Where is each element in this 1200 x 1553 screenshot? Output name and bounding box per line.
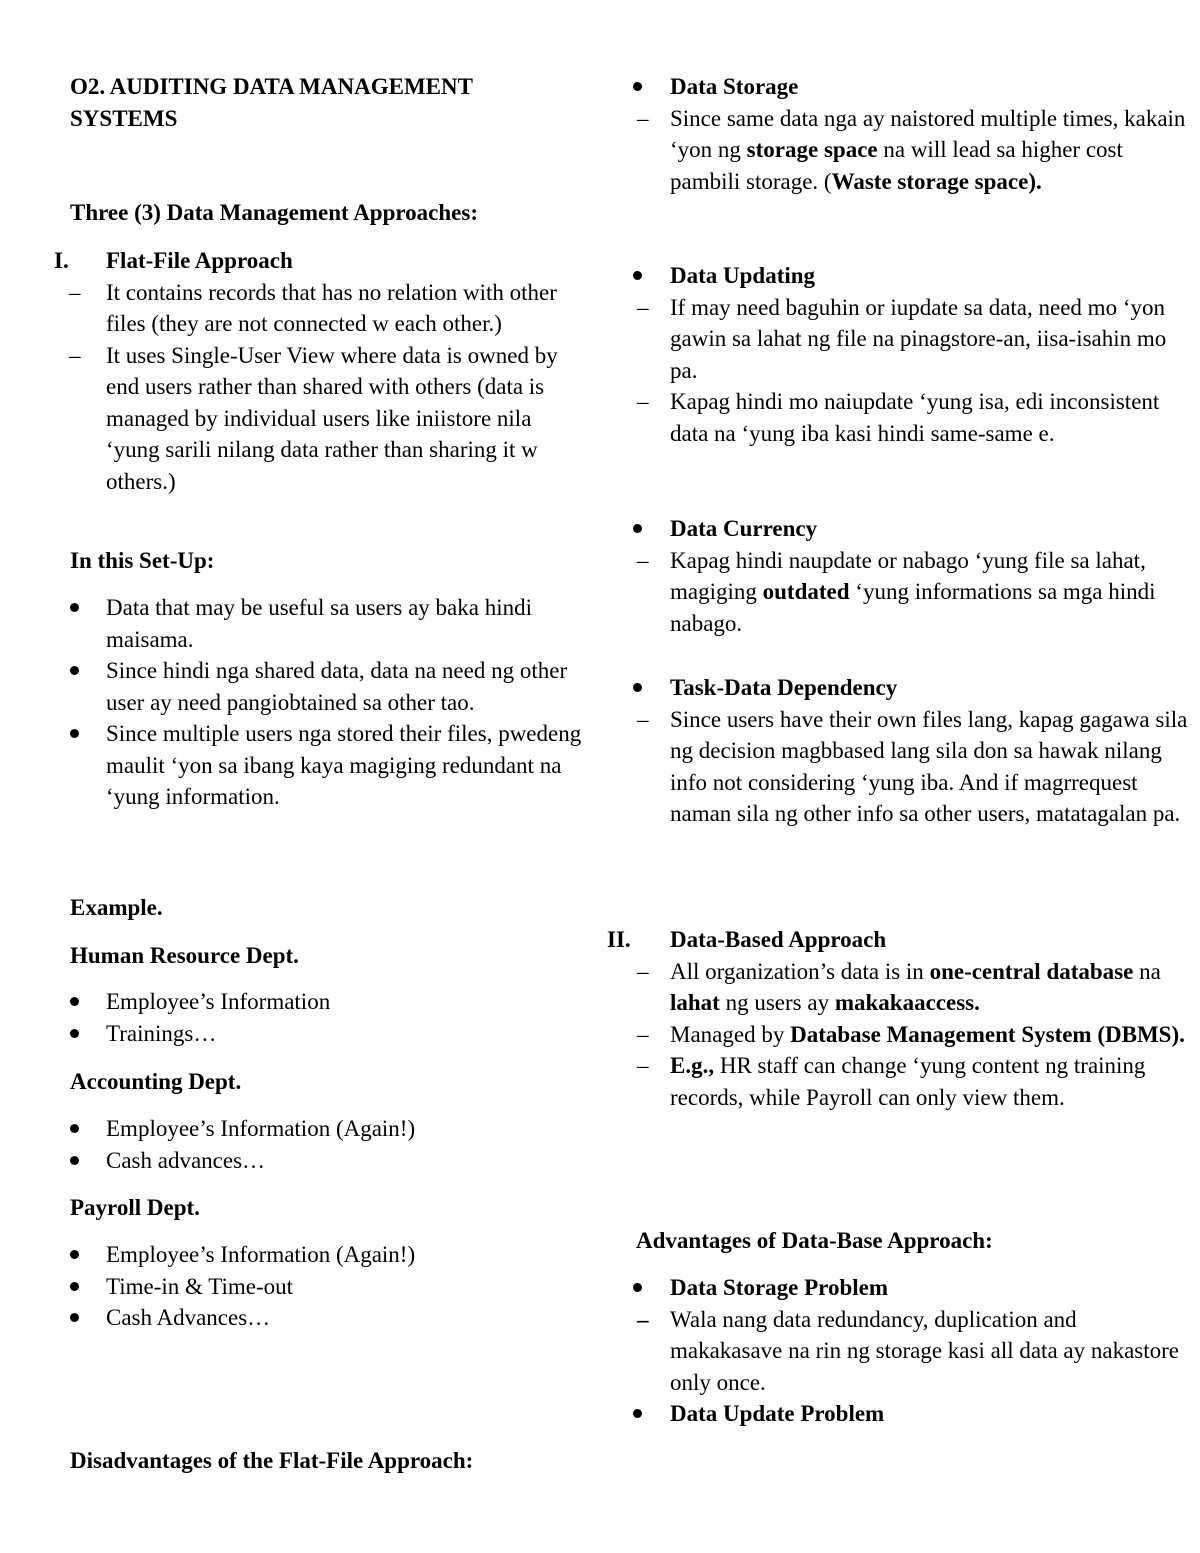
dash-item: [0, 277, 590, 340]
dash-marker: –: [637, 389, 649, 414]
dash-item: [0, 340, 590, 498]
dash-item: [600, 292, 1190, 387]
roman-numeral: II.: [607, 927, 631, 952]
dash-item: [600, 386, 1190, 449]
roman-numeral: I.: [54, 248, 69, 273]
dash-marker: –: [637, 958, 649, 984]
bold-run: Waste storage space: [831, 168, 1029, 194]
list-item: Since multiple users nga stored their files, pwedeng maulit ‘yon sa ibang kaya magiging redundant na ‘yung information.: [0, 718, 590, 813]
example-heading: Example.: [70, 895, 163, 920]
dash-text: It uses Single-User View where data is owned by end users rather than shared with others (data is managed by individual users like iniistore nila ‘yung sarili nilang data rather than sharing it w others.): [106, 342, 558, 494]
list-item: Cash Advances…: [0, 1302, 590, 1334]
task-data-dependency-block: [600, 672, 1190, 830]
section-data-based: [600, 924, 1190, 1113]
dash-item: [600, 1304, 1190, 1399]
dash-item: [600, 956, 1190, 1019]
dept-heading-accounting: Accounting Dept.: [70, 1069, 242, 1094]
dash-text: Wala nang data redundancy, duplication and makakasave na rin ng storage kasi all data ay nakastore only once.: [670, 1306, 1179, 1395]
bold-run: E.g.,: [670, 1053, 715, 1078]
section-title: Flat-File Approach: [106, 248, 293, 273]
dash-item: [600, 103, 1190, 198]
data-storage-problem-label: Data Storage Problem: [600, 1272, 1190, 1304]
bold-run: makakaaccess.: [834, 990, 980, 1015]
setup-heading: In this Set-Up:: [70, 548, 215, 573]
dash-marker: –: [637, 1021, 649, 1047]
text-run: na: [1133, 958, 1161, 984]
setup-bullet-list: [0, 592, 590, 813]
dash-marker: –: [637, 1306, 649, 1332]
dbms-point-3: [670, 1053, 1145, 1110]
dept-heading-payroll: Payroll Dept.: [70, 1195, 200, 1220]
section-title: Data-Based Approach: [670, 927, 887, 952]
dash-item: [600, 1050, 1190, 1113]
storage-text: [670, 106, 1185, 194]
text-run: ‘yung informations sa mga hindi nabago.: [670, 579, 1156, 636]
dash-item: [600, 704, 1190, 830]
data-currency-block: [600, 513, 1190, 639]
list-item: Employee’s Information (Again!): [0, 1239, 590, 1271]
currency-text: [670, 548, 1156, 636]
dash-item: [600, 1019, 1190, 1051]
bold-run: one-central database: [929, 958, 1134, 984]
approaches-heading: Three (3) Data Management Approaches:: [70, 200, 478, 225]
dash-text: Since users have their own files lang, kapag gagawa sila ng decision magbbased lang sila don sa hawak nilang info not considering ‘yung iba. And if magrrequest naman sila ng other info sa other users, matatagalan pa.: [670, 706, 1188, 826]
dash-marker: –: [637, 1053, 649, 1078]
dept-list-payroll: [0, 1239, 590, 1334]
dash-marker: –: [637, 547, 649, 573]
task-data-dependency-label: Task-Data Dependency: [600, 672, 1190, 704]
list-item: Cash advances…: [0, 1145, 590, 1177]
list-item: Employee’s Information (Again!): [0, 1113, 590, 1145]
text-run: HR staff can change ‘yung content ng training records, while Payroll can only view them.: [670, 1053, 1146, 1110]
section-flat-file: [0, 245, 590, 497]
bold-run: storage space: [746, 137, 878, 162]
data-storage-block: [600, 71, 1190, 197]
list-item: Trainings…: [0, 1018, 590, 1050]
text-run: ng users ay: [719, 990, 835, 1015]
list-item: Since hindi nga shared data, data na need ng other user ay need pangiobtained sa other tao.: [0, 655, 590, 718]
dash-marker: –: [637, 105, 649, 131]
dash-item: [600, 545, 1190, 640]
section-heading: [600, 924, 1190, 956]
bold-run: ).: [1028, 168, 1042, 194]
list-item: Data that may be useful sa users ay baka hindi maisama.: [0, 592, 590, 655]
text-run: All organization’s data is in: [670, 958, 930, 984]
dash-text: Kapag hindi mo naiupdate ‘yung isa, edi inconsistent data na ‘yung iba kasi hindi same-same e.: [670, 389, 1160, 446]
dept-heading-hr: Human Resource Dept.: [70, 943, 299, 968]
dbms-point-2: [670, 1022, 1185, 1047]
data-storage-label: Data Storage: [600, 71, 1190, 103]
dash-marker: –: [637, 706, 649, 732]
list-item: Employee’s Information: [0, 986, 590, 1018]
data-currency-label: Data Currency: [600, 513, 1190, 545]
title-line-1: O2. AUDITING DATA MANAGEMENT: [70, 74, 473, 99]
text-run: Kapag hindi naupdate or nabago ‘yung file sa lahat, magiging: [670, 547, 1146, 604]
bold-run: outdated: [762, 579, 850, 604]
data-update-problem-label: Data Update Problem: [600, 1398, 1190, 1430]
text-run: Since same data nga ay naistored multiple times, kakain ‘yon ng: [670, 105, 1186, 162]
title-line-2: SYSTEMS: [70, 105, 178, 131]
dash-marker: –: [69, 342, 81, 368]
advantages-heading: Advantages of Data-Base Approach:: [636, 1228, 993, 1253]
data-updating-block: [600, 260, 1190, 449]
text-run: Managed by: [670, 1021, 791, 1047]
section-heading: [0, 245, 590, 277]
advantages-list: [600, 1272, 1190, 1430]
bold-run: lahat: [670, 990, 720, 1015]
dash-text: If may need baguhin or iupdate sa data, need mo ‘yon gawin sa lahat ng file na pinagstore-an, iisa-isahin mo pa.: [670, 294, 1167, 383]
dash-marker: –: [637, 294, 649, 320]
dept-list-accounting: [0, 1113, 590, 1176]
dash-marker: –: [69, 279, 81, 305]
dash-text: It contains records that has no relation with other files (they are not connected w each other.): [106, 279, 557, 336]
dept-list-hr: [0, 986, 590, 1049]
dbms-point-1: [670, 959, 1161, 1016]
data-updating-label: Data Updating: [600, 260, 1190, 292]
document-title: [0, 71, 590, 134]
disadvantages-heading: Disadvantages of the Flat-File Approach:: [70, 1448, 474, 1473]
text-run: na will lead sa higher cost pambili storage. (: [670, 137, 1123, 194]
list-item: Time-in & Time-out: [0, 1271, 590, 1303]
bold-run: Database Management System (DBMS).: [790, 1021, 1185, 1047]
